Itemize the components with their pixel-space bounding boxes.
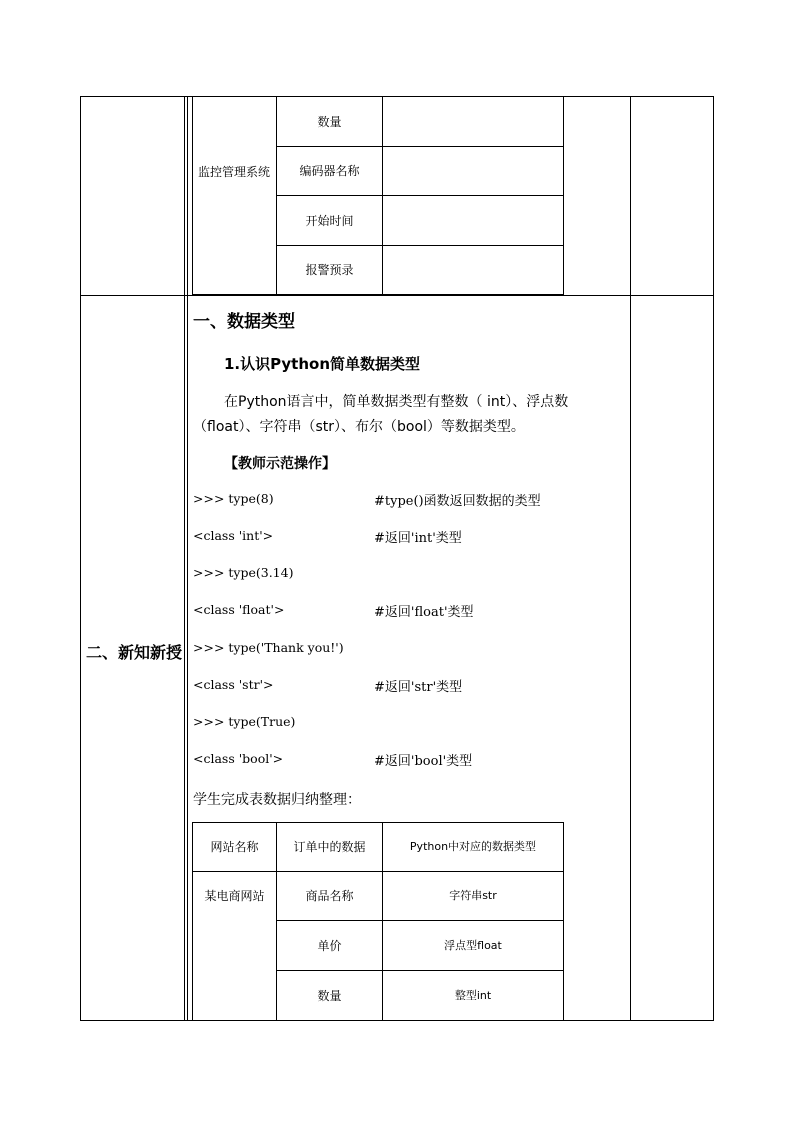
- outer-col-divider-1b: [187, 96, 188, 1021]
- summary-label: 学生完成表数据归纳整理：: [193, 792, 361, 808]
- bottom-table-header: [193, 823, 276, 871]
- code-comment: #返回'str'类型: [374, 680, 463, 695]
- code-line: <class 'str'>: [193, 677, 274, 692]
- top-table-row-field: [277, 246, 382, 294]
- section-subheading: 1.认识Python简单数据类型: [224, 355, 421, 373]
- field-quantity: 数量: [317, 114, 342, 129]
- outer-border-left: [80, 96, 81, 1021]
- bottom-table-type: [383, 872, 563, 920]
- field-alarm-prerecord: 报警预录: [305, 263, 354, 277]
- code-comment: #返回'int'类型: [374, 531, 462, 546]
- code-comment: #返回'float'类型: [374, 605, 474, 620]
- top-table-border-bottom: [192, 294, 564, 295]
- type-float: 浮点型float: [444, 938, 502, 952]
- field-product-name: 商品名称: [305, 889, 354, 903]
- header-site-name: 网站名称: [210, 840, 259, 854]
- bottom-table-field: [277, 872, 382, 920]
- field-encoder-name: 编码器名称: [299, 164, 360, 178]
- code-line: >>> type(3.14): [193, 565, 294, 580]
- code-line: >>> type('Thank you!'): [193, 640, 344, 655]
- code-comment: #type()函数返回数据的类型: [374, 494, 541, 509]
- bottom-table-header: [277, 823, 382, 871]
- code-line: >>> type(True): [193, 714, 296, 729]
- paragraph-line-1: 在Python语言中，简单数据类型有整数（ int）、浮点数: [224, 394, 569, 410]
- top-table-row-field: [277, 196, 382, 245]
- bottom-table-field: [277, 971, 382, 1020]
- code-line: <class 'int'>: [193, 528, 274, 543]
- field-unit-price: 单价: [317, 938, 342, 953]
- system-name: 监控管理系统: [198, 165, 271, 179]
- code-line: <class 'float'>: [193, 602, 285, 617]
- outer-row-divider: [80, 295, 714, 296]
- bottom-table-header: [383, 823, 563, 871]
- header-python-type: Python中对应的数据类型: [409, 840, 537, 853]
- top-table-row-field: [277, 147, 382, 195]
- site-name: 某电商网站: [204, 889, 265, 903]
- outer-border-bottom: [80, 1020, 714, 1021]
- top-table-row-field: [277, 97, 382, 146]
- top-table-border-right: [563, 97, 564, 295]
- type-int: 整型int: [454, 988, 492, 1002]
- top-table-merged-label: [198, 150, 270, 194]
- code-line: <class 'bool'>: [193, 751, 284, 766]
- paragraph-line-2: （float）、字符串（str）、布尔（bool）等数据类型。: [193, 419, 525, 435]
- top-table-border-left: [192, 97, 193, 295]
- section-label: 二、新知新授: [86, 643, 183, 662]
- bottom-table-type: [383, 971, 563, 1020]
- field-quantity: 数量: [317, 988, 342, 1003]
- outer-border-right: [713, 96, 714, 1021]
- code-line: >>> type(8): [193, 491, 274, 506]
- bottom-table-field: [277, 921, 382, 970]
- bottom-table-type: [383, 921, 563, 970]
- section-heading: 一、数据类型: [193, 312, 295, 332]
- bottom-table-merged-label: [193, 872, 276, 920]
- outer-col-divider-2: [630, 96, 631, 1021]
- outer-border-top: [80, 96, 714, 97]
- top-table-col-2: [382, 97, 383, 295]
- bottom-table-border-right: [563, 822, 564, 1020]
- code-comment: #返回'bool'类型: [374, 754, 473, 769]
- field-start-time: 开始时间: [305, 213, 354, 228]
- header-order-data: 订单中的数据: [293, 840, 366, 854]
- demo-label: 【教师示范操作】: [224, 456, 336, 472]
- type-str: 字符串str: [449, 889, 497, 902]
- outer-col-divider-1: [184, 96, 185, 1021]
